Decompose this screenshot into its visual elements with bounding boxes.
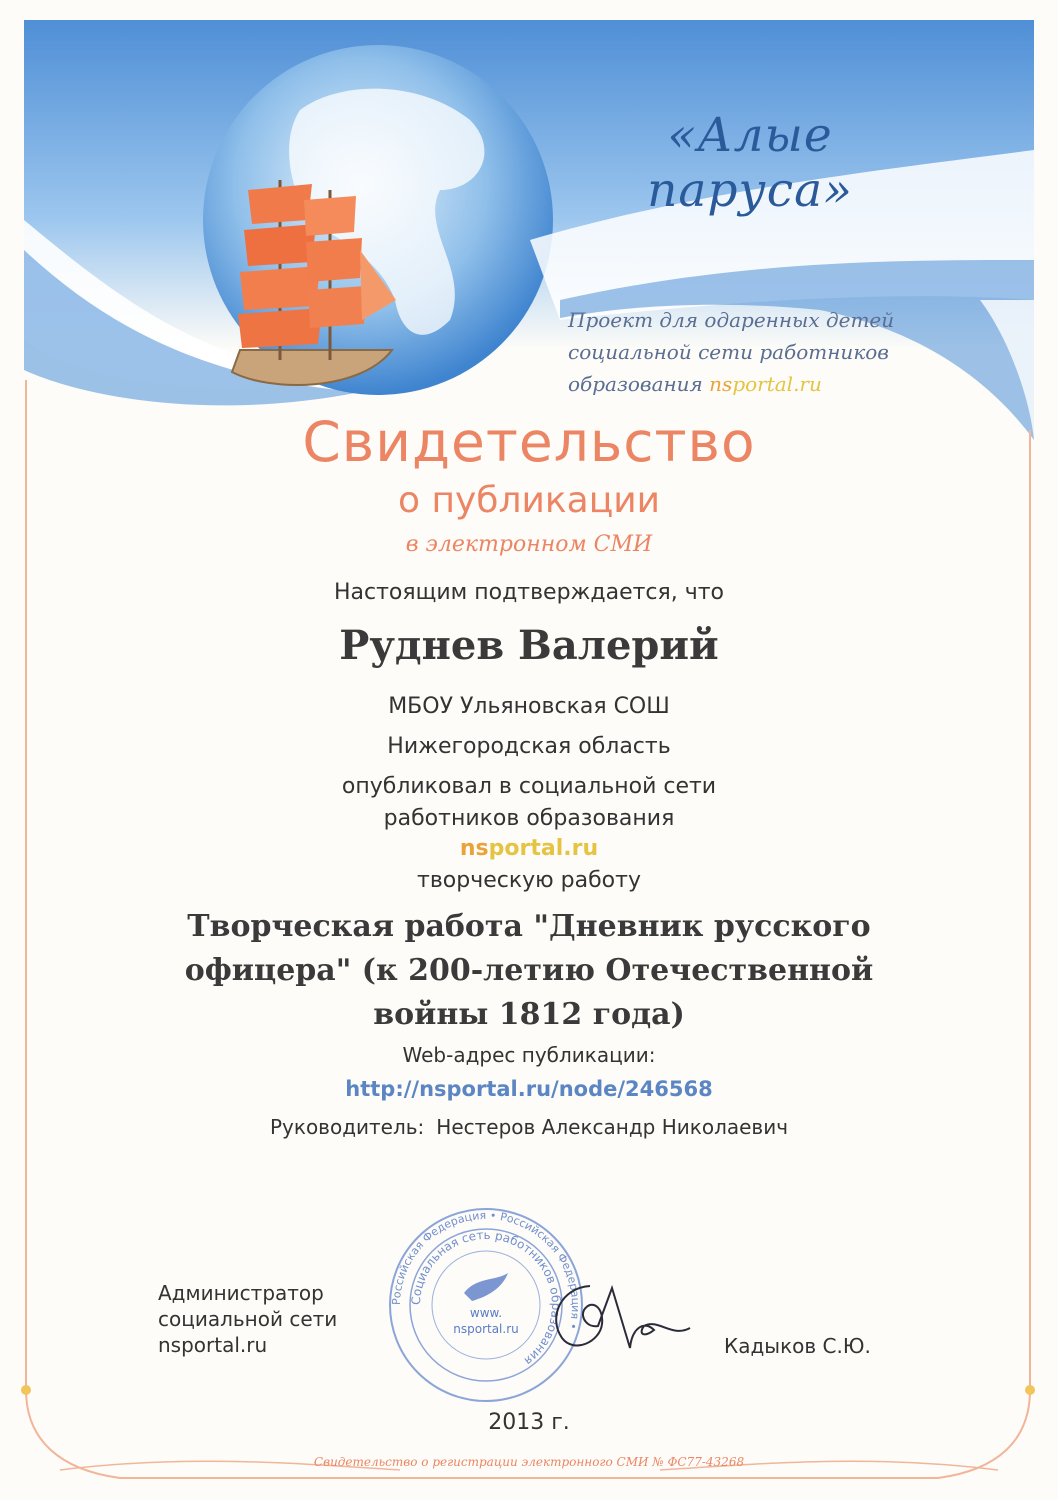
project-line-3 bbox=[568, 368, 908, 400]
registration-note: Свидетельство о регистрации электронного СМИ № ФС77-43268 bbox=[313, 1455, 745, 1469]
site-portal: portal.ru bbox=[488, 836, 599, 861]
region: Нижегородская область bbox=[387, 734, 671, 759]
signer-name: Кадыков С.Ю. bbox=[724, 1334, 871, 1358]
organization: МБОУ Ульяновская СОШ bbox=[388, 694, 670, 719]
supervisor-line bbox=[0, 1115, 1058, 1139]
published-line-1: опубликовал в социальной сети bbox=[341, 774, 717, 799]
web-address-label: Web-адрес публикации: bbox=[402, 1043, 656, 1067]
issue-year: 2013 г. bbox=[488, 1410, 570, 1435]
brand-title: «Алые паруса» bbox=[647, 108, 853, 218]
project-portal: portal.ru bbox=[732, 372, 822, 396]
stamp-outer-text: Российская Федерация • Российская Федерация • bbox=[389, 1208, 583, 1331]
project-ns: ns bbox=[709, 372, 733, 396]
stamp-bird-icon bbox=[464, 1273, 508, 1301]
project-line-2: социальной сети работников bbox=[568, 340, 889, 364]
certificate-title: Свидетельство bbox=[302, 410, 756, 474]
stamp-center-line-1: www. bbox=[469, 1306, 503, 1320]
work-type: творческую работу bbox=[417, 868, 641, 893]
stamp-center-line-2: nsportal.ru bbox=[453, 1322, 519, 1336]
certificate-subtitle-media: в электронном СМИ bbox=[405, 532, 653, 557]
signature bbox=[540, 1268, 700, 1368]
site-name bbox=[0, 836, 1058, 861]
intro-text: Настоящим подтверждается, что bbox=[333, 580, 725, 605]
published-line-2: работников образования bbox=[383, 806, 675, 831]
admin-line-3: nsportal.ru bbox=[158, 1333, 268, 1357]
admin-line-1: Администратор bbox=[158, 1281, 324, 1305]
supervisor-name: Нестеров Александр Николаевич bbox=[436, 1115, 789, 1139]
project-line-3-prefix: образования bbox=[568, 372, 710, 396]
work-title: Творческая работа "Дневник русского офицера" (к 200-летию Отечественной войны 1812 года) bbox=[184, 909, 874, 1032]
project-description bbox=[568, 304, 908, 400]
certificate-subtitle: о публикации bbox=[397, 480, 661, 521]
project-line-1: Проект для одаренных детей bbox=[568, 308, 895, 332]
stamp-inner-text: Социальная сеть работников образования bbox=[408, 1227, 564, 1369]
admin-line-2: социальной сети bbox=[158, 1307, 338, 1331]
supervisor-label: Руководитель: bbox=[269, 1115, 425, 1139]
site-ns: ns bbox=[459, 836, 489, 861]
administrator-block bbox=[158, 1280, 337, 1358]
web-address-link[interactable]: http://nsportal.ru/node/246568 bbox=[345, 1077, 713, 1101]
recipient-name: Руднев Валерий bbox=[339, 622, 719, 669]
